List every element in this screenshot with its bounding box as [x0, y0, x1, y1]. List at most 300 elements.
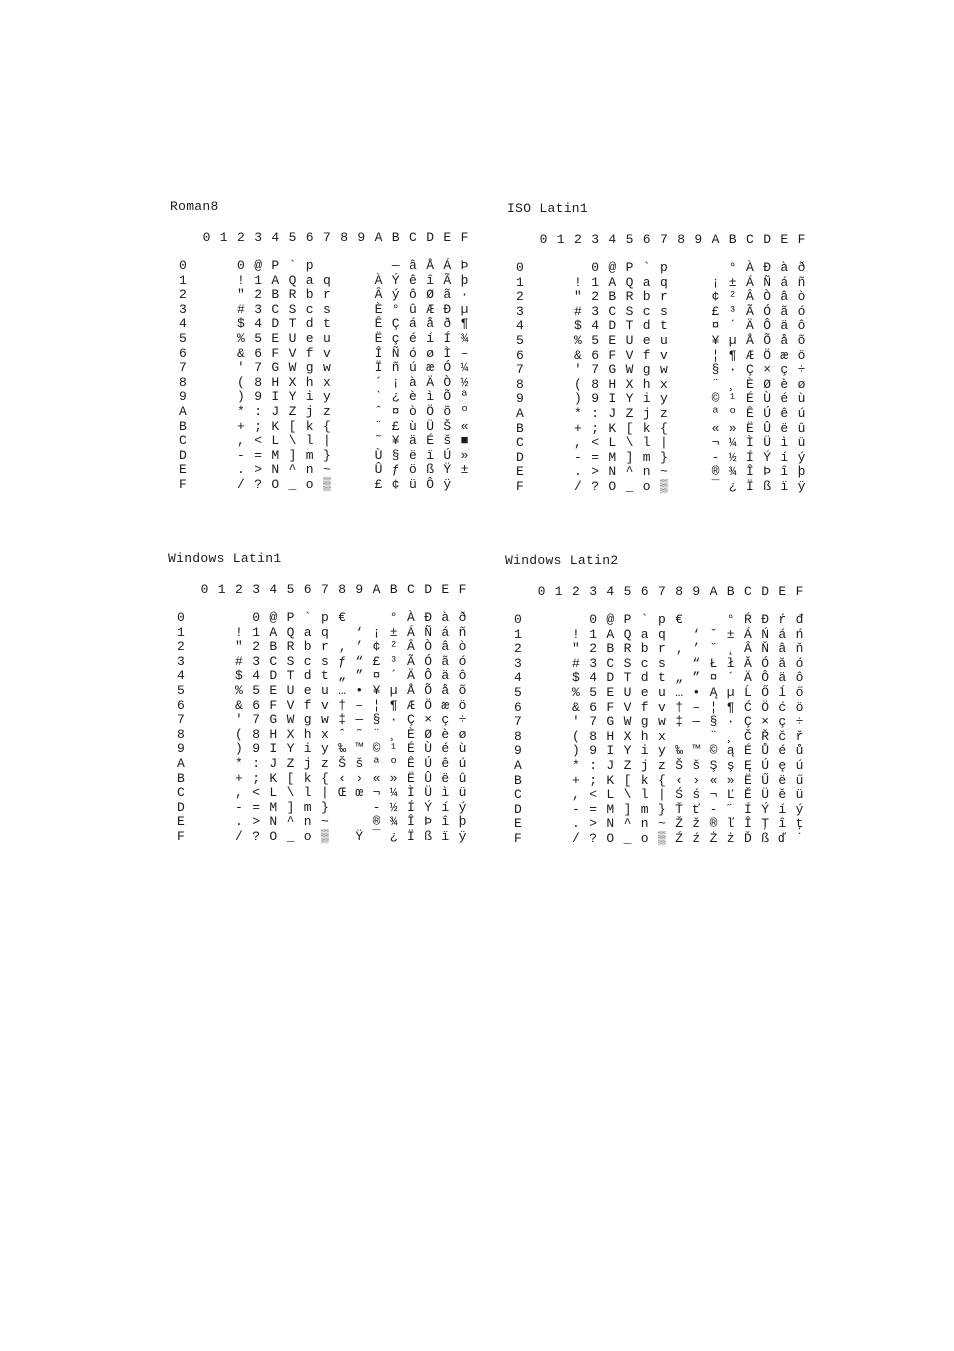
- windows-latin1-char-cell: Í: [406, 799, 415, 815]
- roman8-char-cell: a: [305, 272, 314, 288]
- iso-latin1-char-cell: Ñ: [763, 274, 771, 290]
- roman8-char-cell: á: [408, 316, 417, 332]
- iso-latin1-char-cell: ñ: [797, 274, 806, 290]
- iso-latin1-char-cell: «: [711, 420, 720, 436]
- roman8-char-cell: ¡: [391, 374, 400, 390]
- windows-latin2-row-header: 0: [514, 612, 522, 627]
- windows-latin2-char-cell: v: [657, 699, 666, 715]
- windows-latin1-char-cell: H: [269, 726, 278, 742]
- windows-latin1-char-cell: _: [286, 829, 295, 844]
- windows-latin2-char-cell: t: [657, 670, 666, 686]
- windows-latin2-char-cell: ¦: [709, 699, 718, 715]
- windows-latin2-char-cell: ': [571, 714, 580, 730]
- iso-latin1-char-cell: ò: [797, 289, 806, 305]
- windows-latin1-char-cell: Î: [406, 814, 415, 830]
- windows-latin2-col-header: B: [726, 584, 735, 599]
- windows-latin2-char-cell: `: [640, 612, 649, 627]
- windows-latin2-char-cell: Ň: [761, 641, 769, 657]
- windows-latin1-char-cell: ú: [458, 756, 467, 771]
- windows-latin1-char-cell: ã: [441, 653, 450, 669]
- roman8-char-cell: O: [271, 477, 280, 492]
- windows-latin1-char-cell: ±: [389, 624, 398, 640]
- windows-latin2-char-cell: ¬: [709, 787, 718, 803]
- iso-latin1-char-cell: ê: [780, 406, 789, 421]
- windows-latin2-char-cell: â: [778, 641, 787, 657]
- windows-latin2-char-cell: ö: [795, 699, 804, 715]
- windows-latin2-char-cell: (: [571, 728, 580, 744]
- windows-latin2-char-cell: ź: [692, 831, 701, 846]
- iso-latin1-char-cell: ã: [780, 303, 789, 319]
- iso-latin1-char-cell: D: [608, 318, 617, 334]
- windows-latin1-char-cell: z: [320, 756, 329, 771]
- windows-latin1-char-cell: º: [389, 756, 398, 771]
- iso-latin1-char-cell: e: [642, 333, 651, 348]
- roman8-char-cell: Ê: [374, 316, 383, 332]
- windows-latin2-char-cell: »: [726, 772, 735, 788]
- windows-latin1-char-cell: ▒: [320, 829, 329, 844]
- windows-latin1-char-cell: Ø: [424, 726, 432, 742]
- windows-latin2-char-cell: 4: [589, 670, 597, 686]
- windows-latin2-char-cell: S: [623, 655, 632, 671]
- iso-latin1-col-header: 2: [573, 232, 582, 247]
- roman8-char-cell: L: [271, 433, 280, 449]
- windows-latin1-char-cell: 1: [252, 624, 260, 640]
- windows-latin1-char-cell: o: [303, 829, 312, 844]
- windows-latin1-char-cell: b: [303, 639, 312, 655]
- windows-latin1-char-cell: ": [234, 639, 243, 655]
- iso-latin1-char-cell: t: [659, 318, 668, 334]
- windows-latin2-row-header: 9: [514, 743, 522, 759]
- iso-latin1-row-header: 2: [516, 289, 524, 305]
- iso-latin1-char-cell: ©: [711, 391, 720, 407]
- iso-latin1-char-cell: 7: [591, 362, 599, 378]
- roman8-char-cell: /: [236, 477, 245, 492]
- roman8-char-cell: ¶: [460, 316, 469, 332]
- windows-latin2-char-cell: @: [606, 612, 615, 627]
- windows-latin1-char-cell: I: [269, 741, 278, 757]
- windows-latin2-char-cell: Ä: [743, 670, 752, 686]
- windows-latin2-char-cell: h: [640, 728, 649, 744]
- windows-latin2-char-cell: 8: [589, 728, 597, 744]
- iso-latin1-char-cell: ¦: [711, 347, 720, 363]
- windows-latin2-col-header: E: [778, 584, 787, 599]
- roman8-char-cell: o: [305, 477, 314, 492]
- roman8-char-cell: µ: [460, 301, 469, 317]
- windows-latin1-char-cell: ƒ: [338, 653, 346, 669]
- windows-latin2-col-header: A: [709, 584, 718, 599]
- windows-latin1-char-cell: ;: [252, 770, 260, 786]
- windows-latin2-char-cell: u: [657, 685, 666, 700]
- windows-latin2-char-cell: ”: [692, 670, 701, 686]
- windows-latin2-char-cell: Ć: [743, 699, 752, 715]
- roman8-char-cell: ê: [408, 272, 417, 288]
- roman8-char-cell: Ò: [443, 374, 452, 390]
- windows-latin2-char-cell: ¨: [709, 728, 718, 744]
- windows-latin1-char-cell: ¡: [372, 624, 381, 640]
- windows-latin1-char-cell: <: [252, 785, 260, 801]
- roman8-char-cell: <: [254, 433, 262, 449]
- roman8-char-cell: ¿: [391, 389, 400, 405]
- iso-latin1-char-cell: G: [608, 362, 617, 378]
- windows-latin2-char-cell: X: [623, 728, 632, 744]
- windows-latin1-char-cell: †: [338, 697, 346, 713]
- roman8-char-cell: ä: [408, 433, 417, 449]
- windows-latin1-char-cell: ª: [372, 756, 381, 771]
- roman8-char-cell: ▒: [322, 477, 331, 492]
- windows-latin1-char-cell: j: [303, 756, 312, 771]
- windows-latin2-char-cell: Ń: [761, 626, 769, 642]
- windows-latin1-col-header: 3: [252, 582, 260, 597]
- roman8-char-cell: È: [374, 301, 383, 317]
- windows-latin1-char-cell: m: [303, 799, 312, 815]
- windows-latin1-char-cell: u: [320, 683, 329, 698]
- roman8-char-cell: Ÿ: [443, 462, 452, 478]
- iso-latin1-char-cell: ?: [591, 479, 599, 494]
- windows-latin1-char-cell: „: [338, 668, 346, 684]
- iso-latin1-char-cell: ¹: [728, 391, 737, 407]
- roman8-char-cell: ü: [408, 477, 417, 492]
- roman8-char-cell: è: [408, 389, 417, 405]
- windows-latin1-row-header: C: [177, 785, 185, 801]
- windows-latin2-char-cell: †: [675, 699, 683, 715]
- windows-latin1-char-cell: ”: [355, 668, 364, 684]
- roman8-char-cell: .: [236, 462, 245, 478]
- windows-latin2-char-cell: Ô: [761, 670, 769, 686]
- windows-latin2-char-cell: ?: [589, 831, 597, 846]
- roman8-char-cell: r: [322, 287, 331, 303]
- windows-latin1-char-cell: ù: [458, 741, 467, 757]
- windows-latin2-char-cell: G: [606, 714, 615, 730]
- iso-latin1-char-cell: I: [608, 391, 617, 407]
- windows-latin1-char-cell: ¥: [372, 683, 381, 698]
- iso-latin1-char-cell: ä: [780, 318, 789, 334]
- iso-latin1-char-cell: Â: [745, 289, 754, 305]
- iso-latin1-row-header: 4: [516, 318, 524, 334]
- iso-latin1-char-cell: [: [625, 420, 634, 436]
- windows-latin1-char-cell: k: [303, 770, 312, 786]
- roman8-char-cell: Ú: [443, 447, 452, 463]
- windows-latin1-char-cell: #: [234, 653, 243, 669]
- roman8-char-cell: X: [288, 374, 297, 390]
- iso-latin1-char-cell: 8: [591, 376, 599, 392]
- roman8-char-cell: !: [236, 272, 245, 288]
- roman8-char-cell: ˜: [374, 433, 383, 449]
- windows-latin1-char-cell: i: [303, 741, 312, 757]
- windows-latin2-char-cell: ,: [571, 787, 580, 803]
- roman8-char-cell: Ð: [443, 301, 452, 317]
- roman8-char-cell: d: [305, 316, 314, 332]
- windows-latin1-char-cell: |: [320, 785, 329, 801]
- windows-latin1-char-cell: Ï: [406, 829, 415, 844]
- roman8-char-cell: Ï: [374, 360, 383, 376]
- iso-latin1-char-cell: ▒: [659, 479, 668, 494]
- iso-latin1-char-cell: p: [659, 260, 668, 275]
- windows-latin2-char-cell: #: [571, 655, 580, 671]
- windows-latin2-char-cell: $: [571, 670, 580, 686]
- windows-latin1-char-cell: þ: [458, 814, 467, 830]
- iso-latin1-char-cell: H: [608, 376, 617, 392]
- windows-latin1-col-header: 4: [269, 582, 278, 597]
- roman8-char-cell: F: [271, 345, 280, 361]
- windows-latin1-char-cell: A: [269, 624, 278, 640]
- roman8-char-cell: Ø: [426, 287, 434, 303]
- windows-latin1-char-cell: U: [286, 683, 295, 698]
- windows-latin1-char-cell: Ó: [424, 653, 432, 669]
- windows-latin2-char-cell: y: [657, 743, 666, 759]
- windows-latin2-char-cell: ×: [761, 714, 769, 730]
- windows-latin2-char-cell: n: [640, 816, 649, 832]
- roman8-char-cell: ): [236, 389, 245, 405]
- iso-latin1-char-cell: =: [591, 449, 599, 465]
- roman8-col-header: 3: [254, 230, 262, 245]
- iso-latin1-char-cell: i: [642, 391, 651, 407]
- iso-latin1-char-cell: Z: [625, 406, 634, 421]
- windows-latin2-char-cell: ę: [778, 758, 787, 773]
- windows-latin2-row-header: 2: [514, 641, 522, 657]
- roman8-char-cell: ": [236, 287, 245, 303]
- roman8-char-cell: Û: [374, 462, 383, 478]
- windows-latin2-row-header: 6: [514, 699, 522, 715]
- roman8-char-cell: v: [322, 345, 331, 361]
- windows-latin1-char-cell: E: [269, 683, 278, 698]
- windows-latin1-char-cell: s: [320, 653, 329, 669]
- iso-latin1-char-cell: ': [573, 362, 582, 378]
- windows-latin2-char-cell: Ě: [743, 787, 752, 803]
- windows-latin1-char-cell: @: [269, 610, 278, 625]
- iso-latin1-char-cell: 5: [591, 333, 599, 348]
- iso-latin1-col-header: 4: [608, 232, 617, 247]
- roman8-char-cell: Ó: [443, 360, 452, 376]
- windows-latin2-char-cell: °: [726, 612, 735, 627]
- roman8-char-cell: y: [322, 389, 331, 405]
- iso-latin1-char-cell: þ: [797, 464, 806, 480]
- windows-latin2-char-cell: Ś: [675, 787, 683, 803]
- iso-latin1-char-cell: Î: [745, 464, 754, 480]
- roman8-char-cell: Š: [443, 418, 452, 434]
- windows-latin1-char-cell: ,: [234, 785, 243, 801]
- iso-latin1-char-cell: ´: [728, 318, 737, 334]
- windows-latin2-char-cell: Đ: [761, 612, 769, 627]
- windows-latin1-char-cell: ‚: [338, 639, 346, 655]
- roman8-char-cell: *: [236, 404, 245, 419]
- iso-latin1-col-header: F: [797, 232, 806, 247]
- windows-latin2-col-header: 2: [571, 584, 580, 599]
- windows-latin2-char-cell: Ž: [675, 816, 683, 832]
- windows-latin2-char-cell: ř: [795, 728, 804, 744]
- iso-latin1-char-cell: ³: [728, 303, 737, 319]
- windows-latin1-char-cell: %: [234, 683, 243, 698]
- windows-latin2-char-cell: ü: [795, 787, 804, 803]
- roman8-char-cell: É: [426, 433, 434, 449]
- iso-latin1-char-cell: Ö: [763, 347, 771, 363]
- roman8-char-cell: Ç: [391, 316, 400, 332]
- iso-latin1-char-cell: Ò: [763, 289, 771, 305]
- windows-latin1-row-header: 4: [177, 668, 185, 684]
- iso-latin1-row-header: 5: [516, 333, 524, 348]
- roman8-row-header: 4: [179, 316, 187, 332]
- roman8-char-cell: e: [305, 331, 314, 346]
- windows-latin1-char-cell: ‰: [338, 741, 346, 757]
- windows-latin1-char-cell: ›: [355, 770, 364, 786]
- windows-latin1-char-cell: G: [269, 712, 278, 728]
- windows-latin1-char-cell: a: [303, 624, 312, 640]
- windows-latin2-char-cell: ő: [795, 685, 804, 700]
- windows-latin1-char-cell: ¹: [389, 741, 398, 757]
- windows-latin2-char-cell: g: [640, 714, 649, 730]
- windows-latin2-char-cell: ó: [795, 655, 804, 671]
- windows-latin1-char-cell: Z: [286, 756, 295, 771]
- windows-latin1-char-cell: n: [303, 814, 312, 830]
- windows-latin2-char-cell: |: [657, 787, 666, 803]
- windows-latin2-char-cell: _: [623, 831, 632, 846]
- iso-latin1-row-header: F: [516, 479, 524, 494]
- windows-latin2-char-cell: –: [692, 699, 701, 715]
- roman8-col-header: 9: [357, 230, 366, 245]
- iso-latin1-char-cell: É: [745, 391, 754, 407]
- iso-latin1-char-cell: î: [780, 464, 789, 480]
- roman8-char-cell: ö: [408, 462, 417, 478]
- roman8-char-cell: U: [288, 331, 297, 346]
- roman8-char-cell: ú: [408, 360, 417, 376]
- windows-latin2-char-cell: •: [692, 685, 701, 700]
- roman8-char-cell: n: [305, 462, 314, 478]
- windows-latin1-char-cell: í: [441, 799, 450, 815]
- roman8-char-cell: =: [254, 447, 262, 463]
- windows-latin2-char-cell: Ĺ: [743, 685, 752, 700]
- roman8-char-cell: ˆ: [374, 404, 383, 419]
- iso-latin1-char-cell: Ü: [763, 435, 771, 451]
- roman8-char-cell: æ: [426, 360, 434, 376]
- windows-latin2-char-cell: Ď: [743, 831, 752, 846]
- iso-latin1-char-cell: ¾: [728, 464, 737, 480]
- roman8-char-cell: f: [305, 345, 314, 361]
- windows-latin2-char-cell: f: [640, 699, 649, 715]
- roman8-char-cell: ~: [322, 462, 331, 478]
- roman8-char-cell: ç: [391, 331, 400, 346]
- roman8-char-cell: >: [254, 462, 262, 478]
- iso-latin1-char-cell: Q: [625, 274, 634, 290]
- windows-latin1-char-cell: e: [303, 683, 312, 698]
- windows-latin1-col-header: 5: [286, 582, 295, 597]
- iso-latin1-char-cell: O: [608, 479, 617, 494]
- windows-latin1-char-cell: 6: [252, 697, 260, 713]
- windows-latin2-char-cell: …: [675, 685, 683, 700]
- windows-latin1-char-cell: ]: [286, 799, 295, 815]
- iso-latin1-char-cell: z: [659, 406, 668, 421]
- iso-latin1-char-cell: V: [625, 347, 634, 363]
- roman8-char-cell: K: [271, 418, 280, 434]
- windows-latin2-char-cell: *: [571, 758, 580, 773]
- iso-latin1-char-cell: Ø: [763, 376, 771, 392]
- windows-latin2-char-cell: ÷: [795, 714, 804, 730]
- iso-latin1-col-header: D: [763, 232, 771, 247]
- windows-latin1-char-cell: Å: [406, 683, 415, 698]
- iso-latin1-char-cell: u: [659, 333, 668, 348]
- roman8-char-cell: N: [271, 462, 280, 478]
- windows-latin2-char-cell: ´: [726, 670, 735, 686]
- windows-latin1-char-cell: ¿: [389, 829, 398, 844]
- windows-latin2-col-header: D: [761, 584, 769, 599]
- iso-latin1-char-cell: r: [659, 289, 668, 305]
- iso-latin1-char-cell: #: [573, 303, 582, 319]
- roman8-char-cell: R: [288, 287, 297, 303]
- iso-latin1-char-cell: ÿ: [797, 479, 806, 494]
- windows-latin2-char-cell: 6: [589, 699, 597, 715]
- windows-latin2-char-cell: B: [606, 641, 615, 657]
- roman8-char-cell: :: [254, 404, 262, 419]
- windows-latin1-char-cell: Ü: [424, 785, 432, 801]
- windows-latin2-char-cell: ž: [692, 816, 701, 832]
- windows-latin1-char-cell: f: [303, 697, 312, 713]
- roman8-char-cell: (: [236, 374, 245, 390]
- iso-latin1-char-cell: 9: [591, 391, 599, 407]
- iso-latin1-char-cell: â: [780, 289, 789, 305]
- windows-latin2-char-cell: ‚: [675, 641, 683, 657]
- windows-latin1-char-cell: 5: [252, 683, 260, 698]
- iso-latin1-char-cell: ¿: [728, 479, 737, 494]
- windows-latin2-char-cell: E: [606, 685, 615, 700]
- roman8-char-cell: ': [236, 360, 245, 376]
- windows-latin2-char-cell: ©: [709, 743, 718, 759]
- iso-latin1-char-cell: U: [625, 333, 634, 348]
- roman8-char-cell: D: [271, 316, 280, 332]
- roman8-char-cell: {: [322, 418, 331, 434]
- roman8-row-header: B: [179, 418, 187, 434]
- windows-latin1-char-cell: ¨: [372, 726, 381, 742]
- windows-latin1-char-cell: ×: [424, 712, 432, 728]
- windows-latin1-char-cell: Ì: [406, 785, 415, 801]
- windows-latin2-char-cell: D: [606, 670, 615, 686]
- windows-latin2-char-cell: Ů: [761, 743, 769, 759]
- roman8-char-cell: ð: [443, 316, 452, 332]
- iso-latin1-char-cell: /: [573, 479, 582, 494]
- iso-latin1-title: ISO Latin1: [507, 201, 589, 216]
- iso-latin1-char-cell: y: [659, 391, 668, 407]
- windows-latin2-char-cell: ▒: [657, 831, 666, 846]
- windows-latin2-char-cell: ˘: [709, 641, 718, 657]
- windows-latin1-char-cell: ö: [458, 697, 467, 713]
- roman8-char-cell: À: [374, 272, 383, 288]
- iso-latin1-char-cell: £: [711, 303, 720, 319]
- roman8-char-cell: ª: [460, 389, 469, 405]
- windows-latin2-char-cell: -: [571, 801, 580, 817]
- roman8-char-cell: m: [305, 447, 314, 463]
- roman8-char-cell: š: [443, 433, 452, 449]
- roman8-col-header: A: [374, 230, 383, 245]
- windows-latin1-char-cell: y: [320, 741, 329, 757]
- roman8-char-cell: 9: [254, 389, 262, 405]
- roman8-col-header: 6: [305, 230, 314, 245]
- iso-latin1-char-cell: ü: [797, 435, 806, 451]
- roman8-char-cell: Æ: [426, 301, 434, 317]
- windows-latin1-char-cell: Ë: [406, 770, 415, 786]
- roman8-char-cell: -: [236, 447, 245, 463]
- roman8-char-cell: $: [236, 316, 245, 332]
- windows-latin2-col-header: 7: [657, 584, 666, 599]
- windows-latin2-col-header: 8: [675, 584, 683, 599]
- windows-latin2-char-cell: §: [709, 714, 718, 730]
- roman8-col-header: 0: [202, 230, 211, 245]
- iso-latin1-row-header: 3: [516, 303, 524, 319]
- windows-latin1-char-cell: æ: [441, 697, 450, 713]
- iso-latin1-char-cell: g: [642, 362, 651, 378]
- windows-latin2-char-cell: /: [571, 831, 580, 846]
- iso-latin1-char-cell: ¤: [711, 318, 720, 334]
- windows-latin2-char-cell: ›: [692, 772, 701, 788]
- roman8-char-cell: s: [322, 301, 331, 317]
- windows-latin2-char-cell: Ą: [709, 685, 718, 700]
- iso-latin1-char-cell: {: [659, 420, 668, 436]
